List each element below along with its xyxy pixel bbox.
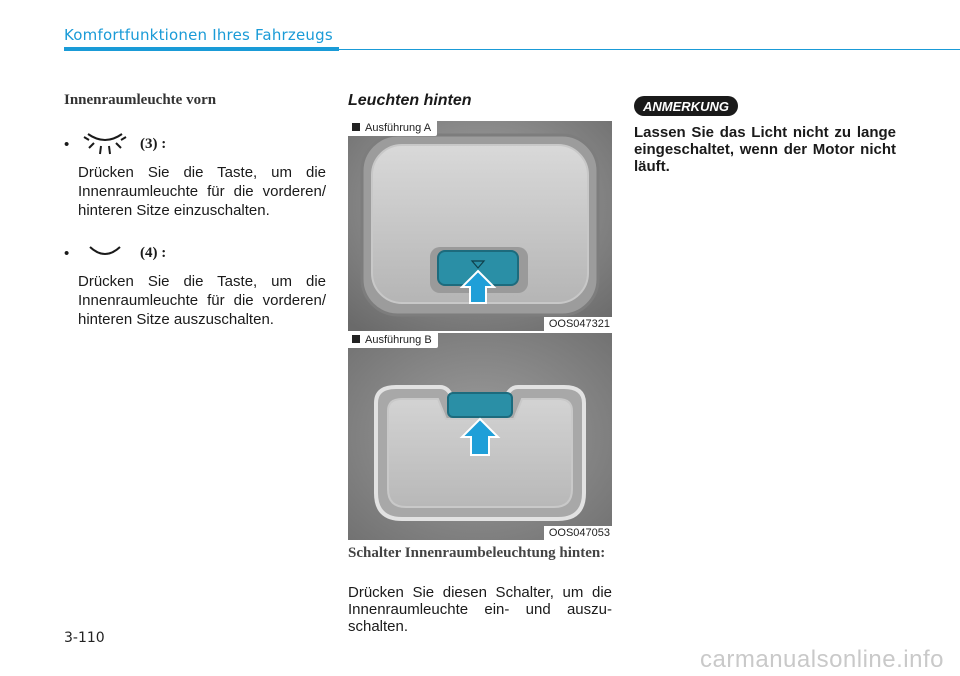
rear-lamp-photo-a: [348, 121, 612, 331]
header-accent-bar: [64, 47, 339, 51]
bullet: •: [64, 135, 70, 153]
figure-label-text: Ausführung B: [365, 334, 432, 346]
figure-code: OOS047053: [544, 526, 612, 540]
dome-light-off-icon: [80, 239, 130, 267]
figure-label: [348, 121, 437, 136]
figure-code: OOS047321: [544, 317, 612, 331]
page-number: 3-110: [64, 630, 105, 646]
figure-version-b: [348, 333, 612, 540]
figure-label: [348, 333, 438, 348]
note-badge: ANMERKUNG: [634, 96, 738, 116]
item-description: Drücken Sie die Taste, um die Innenraumleuchte für die vorderen/ hinteren Sitze auszuschalten.: [78, 273, 326, 328]
bullet: •: [64, 244, 70, 262]
list-item: [64, 238, 326, 268]
dome-light-on-icon: [80, 130, 130, 158]
header-rule: [339, 49, 960, 50]
note-text: Lassen Sie das Licht nicht zu lange eingeschaltet, wenn der Motor nicht läuft.: [634, 124, 896, 175]
figure-label-text: Ausführung A: [365, 122, 432, 134]
rear-light-title: Leuchten hinten: [348, 92, 472, 109]
rear-light-section: [348, 92, 612, 110]
rear-switch-heading: Schalter Innenraumbeleuchtung hinten:: [348, 545, 606, 561]
item-description: Drücken Sie die Taste, um die Innenraumleuchte für die vorderen/ hinteren Sitze einzuschalten.: [78, 164, 326, 219]
figure-version-a: [348, 121, 612, 331]
item-label: (4) :: [140, 244, 167, 261]
section-header-title: Komfortfunktionen Ihres Fahrzeugs: [64, 26, 333, 44]
watermark: carmanualsonline.info: [700, 646, 944, 673]
item-label: (3) :: [140, 135, 167, 152]
rear-switch-description: Drücken Sie diesen Schalter, um die Innenraumleuchte ein- und auszu-schalten.: [348, 584, 612, 635]
rear-lamp-photo-b: [348, 333, 612, 540]
front-light-section: [64, 92, 326, 329]
front-light-heading: Innenraumleuchte vorn: [64, 92, 217, 108]
list-item: [64, 129, 326, 159]
